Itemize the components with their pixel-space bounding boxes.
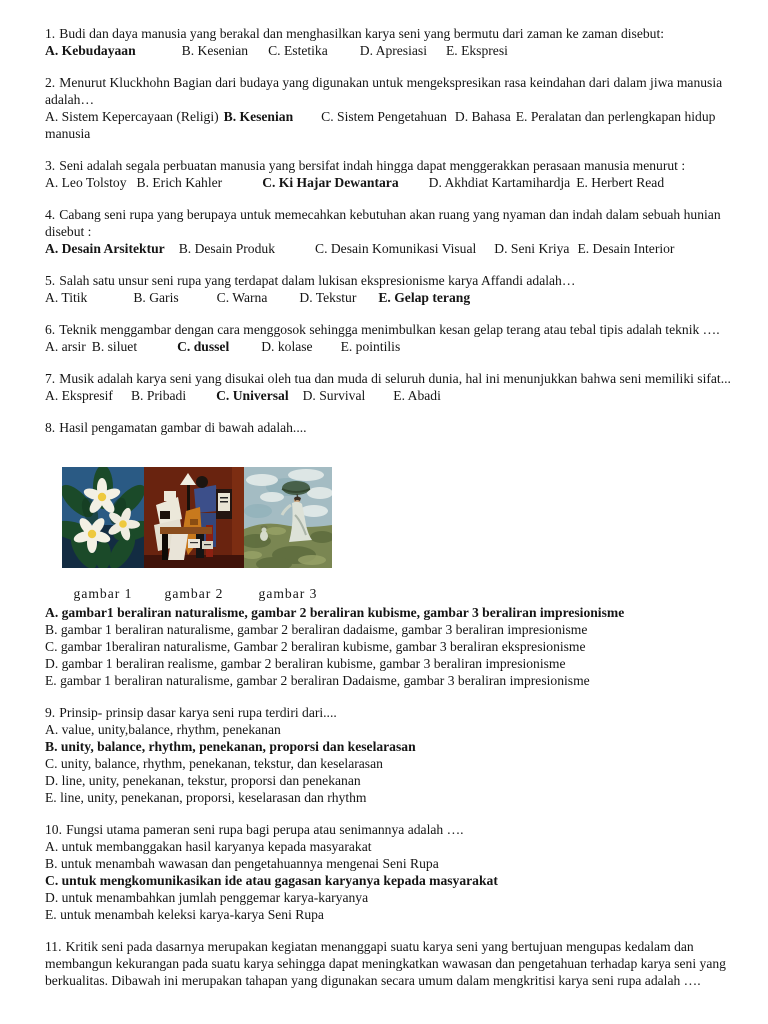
question-body-text: Budi dan daya manusia yang berakal dan menghasilkan karya seni yang bermutu dari zaman ke zaman disebut: <box>59 26 664 41</box>
question-7 <box>45 370 736 404</box>
option-E: E. pointilis <box>340 339 401 354</box>
option-D: D. kolase <box>261 339 313 354</box>
question-number: 6. <box>45 322 56 337</box>
option-C: C. Desain Komunikasi Visual <box>315 241 477 256</box>
figure-caption: gambar 2 <box>164 586 224 601</box>
question-text <box>45 938 736 989</box>
option-B: B. Erich Kahler <box>136 175 223 190</box>
question-body-text: Seni adalah segala perbuatan manusia yang bersifat indah hingga dapat menggerakkan perasaan manusia menurut : <box>59 158 686 173</box>
question-number: 2. <box>45 75 56 90</box>
option-C: C. dussel <box>177 339 230 354</box>
figure-naturalism-flowers <box>62 467 144 602</box>
question-number: 1. <box>45 26 56 41</box>
question-text <box>45 272 736 289</box>
option-C: C. unity, balance, rhythm, penekanan, tekstur, dan keselarasan <box>45 756 383 771</box>
options <box>45 289 736 306</box>
options <box>45 338 736 355</box>
question-body-text: Teknik menggambar dengan cara menggosok sehingga menimbulkan kesan gelap terang atau tebal tipis adalah teknik …. <box>59 322 720 337</box>
question-4 <box>45 206 736 257</box>
question-number: 4. <box>45 207 56 222</box>
question-5 <box>45 272 736 306</box>
question-number: 7. <box>45 371 56 386</box>
question-text <box>45 821 736 838</box>
option-E: E. gambar 1 beraliran naturalisme, gambar 2 beraliran Dadaisme, gambar 3 beraliran impresionisme <box>45 673 590 688</box>
question-1 <box>45 25 736 59</box>
option-C: C. Warna <box>216 290 268 305</box>
figure-caption: gambar 1 <box>73 586 133 601</box>
question-body-text: Musik adalah karya seni yang disukai oleh tua dan muda di seluruh dunia, hal ini menunjukkan bahwa seni memiliki sifat... <box>59 371 731 386</box>
question-text <box>45 206 736 240</box>
option-B: B. untuk menambah wawasan dan pengetahuannya mengenai Seni Rupa <box>45 856 439 871</box>
question-text <box>45 321 736 338</box>
option-A: A. Kebudayaan <box>45 43 136 58</box>
question-text <box>45 157 736 174</box>
option-C: C. Universal <box>216 388 289 403</box>
option-B: B. Kesenian <box>223 109 294 124</box>
option-A: A. gambar1 beraliran naturalisme, gambar 2 beraliran kubisme, gambar 3 beraliran impresionisme <box>45 605 625 620</box>
option-C: C. untuk mengkomunikasikan ide atau gagasan karyanya kepada masyarakat <box>45 873 498 888</box>
option-E: E. Herbert Read <box>576 175 665 190</box>
question-8 <box>45 419 736 689</box>
options <box>45 387 736 404</box>
options <box>45 108 736 142</box>
option-C: C. Sistem Pengetahuan <box>321 109 447 124</box>
option-A: A. value, unity,balance, rhythm, penekanan <box>45 722 281 737</box>
option-E: E. Ekspresi <box>445 43 508 58</box>
question-3 <box>45 157 736 191</box>
question-text <box>45 370 736 387</box>
question-text <box>45 74 736 108</box>
naturalism-flowers-painting <box>62 467 144 568</box>
question-body-text: Cabang seni rupa yang berupaya untuk memecahkan kebutuhan akan ruang yang nyaman dan indah dalam sebuah hunian disebut : <box>45 207 721 239</box>
question-number: 5. <box>45 273 56 288</box>
option-B: B. Garis <box>133 290 179 305</box>
question-body-text: Salah satu unsur seni rupa yang terdapat dalam lukisan ekspresionisme karya Affandi adalah… <box>59 273 576 288</box>
question-6 <box>45 321 736 355</box>
option-E: E. Peralatan dan perlengkapan hidup manusia <box>45 109 716 141</box>
option-A: A. Ekspresif <box>45 388 113 403</box>
option-A: A. Sistem Kepercayaan (Religi) <box>45 109 219 124</box>
figure-cubism-three-musicians <box>144 467 244 602</box>
option-B: B. Desain Produk <box>178 241 275 256</box>
question-9 <box>45 704 736 806</box>
figure-impressionism-woman-parasol <box>244 467 332 602</box>
option-C: C. gambar 1beraliran naturalisme, Gambar 2 beraliran kubisme, gambar 3 beraliran ekspresionisme <box>45 639 586 654</box>
question-number: 10. <box>45 822 62 837</box>
option-A: A. Desain Arsitektur <box>45 241 165 256</box>
question-11 <box>45 938 736 989</box>
figure-caption: gambar 3 <box>258 586 318 601</box>
option-D: D. Akhdiat Kartamihardja <box>428 175 571 190</box>
option-A: A. Leo Tolstoy <box>45 175 127 190</box>
option-E: E. line, unity, penekanan, proporsi, keselarasan dan rhythm <box>45 790 367 805</box>
options <box>45 174 736 191</box>
option-E: E. Desain Interior <box>577 241 675 256</box>
option-E: E. Abadi <box>393 388 441 403</box>
options <box>45 42 736 59</box>
options <box>45 240 736 257</box>
artwork-figures-row <box>62 467 736 602</box>
question-number: 9. <box>45 705 56 720</box>
question-body-text: Prinsip- prinsip dasar karya seni rupa terdiri dari.... <box>59 705 337 720</box>
option-D: D. gambar 1 beraliran realisme, gambar 2 beraliran kubisme, gambar 3 beraliran impresionisme <box>45 656 566 671</box>
option-B: B. unity, balance, rhythm, penekanan, proporsi dan keselarasan <box>45 739 416 754</box>
option-A: A. Titik <box>45 290 88 305</box>
option-B: B. siluet <box>91 339 138 354</box>
questions <box>45 25 736 989</box>
option-E: E. Gelap terang <box>378 290 471 305</box>
option-C: C. Ki Hajar Dewantara <box>262 175 399 190</box>
option-D: D. Seni Kriya <box>494 241 570 256</box>
option-C: C. Estetika <box>268 43 328 58</box>
question-number: 11. <box>45 939 62 954</box>
options <box>45 721 736 806</box>
option-D: D. Tekstur <box>299 290 357 305</box>
question-body-text: Fungsi utama pameran seni rupa bagi perupa atau senimannya adalah …. <box>66 822 464 837</box>
options <box>45 604 736 689</box>
question-2 <box>45 74 736 142</box>
option-D: D. line, unity, penekanan, tekstur, proporsi dan penekanan <box>45 773 361 788</box>
impressionism-woman-parasol-painting <box>244 467 332 568</box>
option-B: B. gambar 1 beraliran naturalisme, gambar 2 beraliran dadaisme, gambar 3 beraliran impresionisme <box>45 622 588 637</box>
options <box>45 838 736 923</box>
question-10 <box>45 821 736 923</box>
question-text <box>45 704 736 721</box>
option-A: A. untuk membanggakan hasil karyanya kepada masyarakat <box>45 839 372 854</box>
question-body-text: Menurut Kluckhohn Bagian dari budaya yang digunakan untuk mengekspresikan rasa keindahan dari dalam jiwa manusia adalah… <box>45 75 723 107</box>
cubism-three-musicians-painting <box>144 467 244 568</box>
option-D: D. Survival <box>302 388 366 403</box>
option-A: A. arsir <box>45 339 86 354</box>
option-D: D. untuk menambahkan jumlah penggemar karya-karyanya <box>45 890 369 905</box>
question-body-text: Kritik seni pada dasarnya merupakan kegiatan menanggapi suatu karya seni yang bertujuan mengupas kedalam dan membangun kekurangan pada suatu karya sehingga dapat meningkatkan wawasan dan pengetahuan terhadap karya seni yang berkualitas. Dibawah ini merupakan tahapan yang digunakan secara umum dalam mengkritisi karya seni rupa adalah …. <box>45 939 726 988</box>
question-number: 3. <box>45 158 56 173</box>
question-text <box>45 25 736 42</box>
question-body-text: Hasil pengamatan gambar di bawah adalah.... <box>59 420 307 435</box>
option-E: E. untuk menambah keleksi karya-karya Seni Rupa <box>45 907 324 922</box>
option-D: D. Bahasa <box>454 109 511 124</box>
question-text <box>45 419 736 436</box>
question-number: 8. <box>45 420 56 435</box>
option-B: B. Kesenian <box>181 43 249 58</box>
option-B: B. Pribadi <box>130 388 187 403</box>
option-D: D. Apresiasi <box>359 43 427 58</box>
